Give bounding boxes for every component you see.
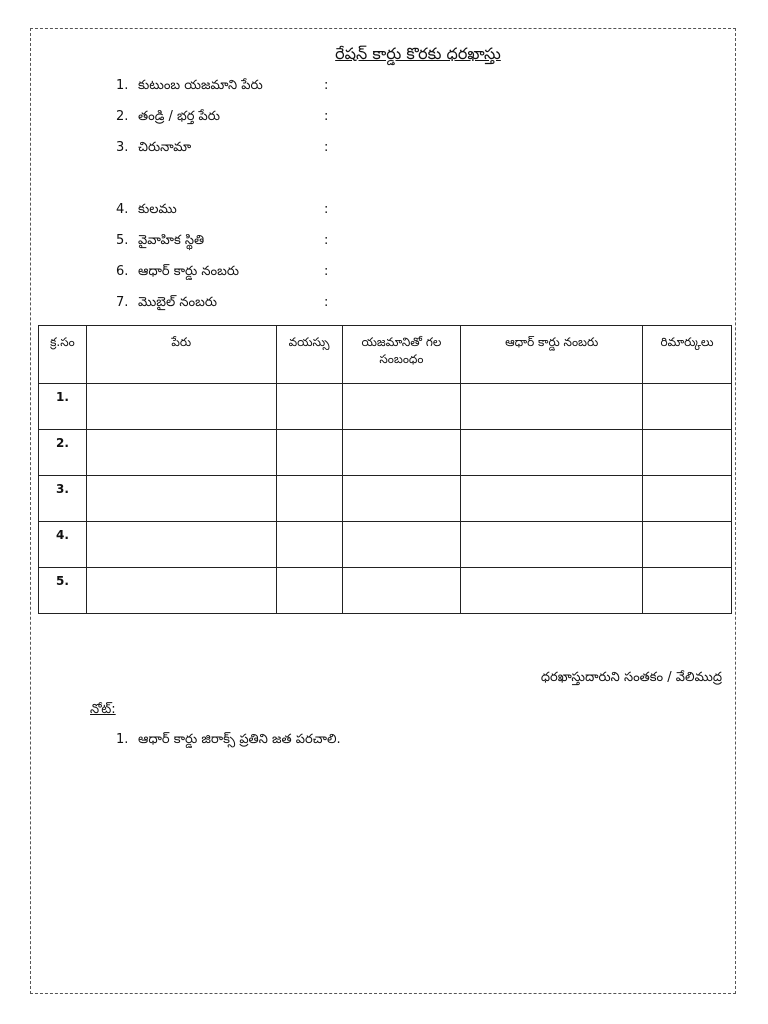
- cell-remarks[interactable]: [643, 522, 732, 568]
- note-text: ఆధార్ కార్డు జిరాక్స్ ప్రతిని జత పరచాలి.: [138, 732, 341, 747]
- table-row: [39, 568, 732, 614]
- table-row: [39, 384, 732, 430]
- cell-name[interactable]: [86, 430, 276, 476]
- form-title: రేషన్ కార్డు కొరకు ధరఖాస్తు: [335, 44, 501, 63]
- cell-name[interactable]: [86, 568, 276, 614]
- cell-aadhar[interactable]: [461, 476, 643, 522]
- field-number: 7.: [116, 295, 129, 310]
- cell-age[interactable]: [276, 430, 342, 476]
- row-serial-number: 4.: [39, 522, 87, 568]
- field-colon: :: [324, 109, 329, 124]
- cell-aadhar[interactable]: [461, 384, 643, 430]
- header-serial-number: క్ర.సం: [39, 326, 87, 384]
- cell-age[interactable]: [276, 384, 342, 430]
- table-row: [39, 430, 732, 476]
- table-header-row: [39, 326, 732, 384]
- cell-age[interactable]: [276, 476, 342, 522]
- field-number: 3.: [116, 140, 129, 155]
- field-label: కులము: [138, 202, 177, 217]
- field-colon: :: [324, 233, 329, 248]
- field-number: 2.: [116, 109, 129, 124]
- field-number: 1.: [116, 78, 129, 93]
- field-aadhar-number: [116, 264, 376, 284]
- row-serial-number: 2.: [39, 430, 87, 476]
- signature-label: ధరఖాస్తుదారుని సంతకం / వేలిముద్ర: [540, 670, 722, 685]
- field-caste: [116, 202, 376, 222]
- field-number: 5.: [116, 233, 129, 248]
- cell-aadhar[interactable]: [461, 568, 643, 614]
- table-row: [39, 476, 732, 522]
- cell-name[interactable]: [86, 522, 276, 568]
- header-relation: యజమానితో గల సంబంధం: [342, 326, 461, 384]
- cell-remarks[interactable]: [643, 430, 732, 476]
- field-label: కుటుంబ యజమాని పేరు: [138, 78, 263, 93]
- cell-relation[interactable]: [342, 522, 461, 568]
- cell-relation[interactable]: [342, 568, 461, 614]
- field-address: [116, 140, 376, 160]
- cell-relation[interactable]: [342, 476, 461, 522]
- field-label: ఆధార్ కార్డు నంబరు: [138, 264, 240, 279]
- field-head-of-family: [116, 78, 376, 98]
- header-aadhar-number: ఆధార్ కార్డు నంబరు: [461, 326, 643, 384]
- cell-remarks[interactable]: [643, 384, 732, 430]
- cell-remarks[interactable]: [643, 568, 732, 614]
- cell-aadhar[interactable]: [461, 522, 643, 568]
- header-name: పేరు: [86, 326, 276, 384]
- row-serial-number: 3.: [39, 476, 87, 522]
- cell-relation[interactable]: [342, 430, 461, 476]
- note-heading: నోట్:: [90, 702, 116, 717]
- field-marital-status: [116, 233, 376, 253]
- note-item: [116, 732, 341, 750]
- row-serial-number: 1.: [39, 384, 87, 430]
- field-colon: :: [324, 78, 329, 93]
- note-number: 1.: [116, 732, 129, 747]
- field-colon: :: [324, 295, 329, 310]
- cell-name[interactable]: [86, 384, 276, 430]
- cell-age[interactable]: [276, 522, 342, 568]
- cell-relation[interactable]: [342, 384, 461, 430]
- field-number: 6.: [116, 264, 129, 279]
- cell-name[interactable]: [86, 476, 276, 522]
- field-colon: :: [324, 140, 329, 155]
- header-remarks: రిమార్కులు: [643, 326, 732, 384]
- cell-remarks[interactable]: [643, 476, 732, 522]
- field-father-husband-name: [116, 109, 376, 129]
- field-label: మొబైల్ నంబరు: [138, 295, 218, 310]
- field-label: చిరునామా: [138, 140, 192, 155]
- field-colon: :: [324, 202, 329, 217]
- family-members-table: [38, 325, 732, 614]
- header-age: వయస్సు: [276, 326, 342, 384]
- table-row: [39, 522, 732, 568]
- field-number: 4.: [116, 202, 129, 217]
- row-serial-number: 5.: [39, 568, 87, 614]
- cell-aadhar[interactable]: [461, 430, 643, 476]
- cell-age[interactable]: [276, 568, 342, 614]
- field-label: తండ్రి / భర్త పేరు: [138, 109, 221, 124]
- field-mobile-number: [116, 295, 376, 315]
- field-label: వైవాహిక స్థితి: [138, 233, 205, 248]
- field-colon: :: [324, 264, 329, 279]
